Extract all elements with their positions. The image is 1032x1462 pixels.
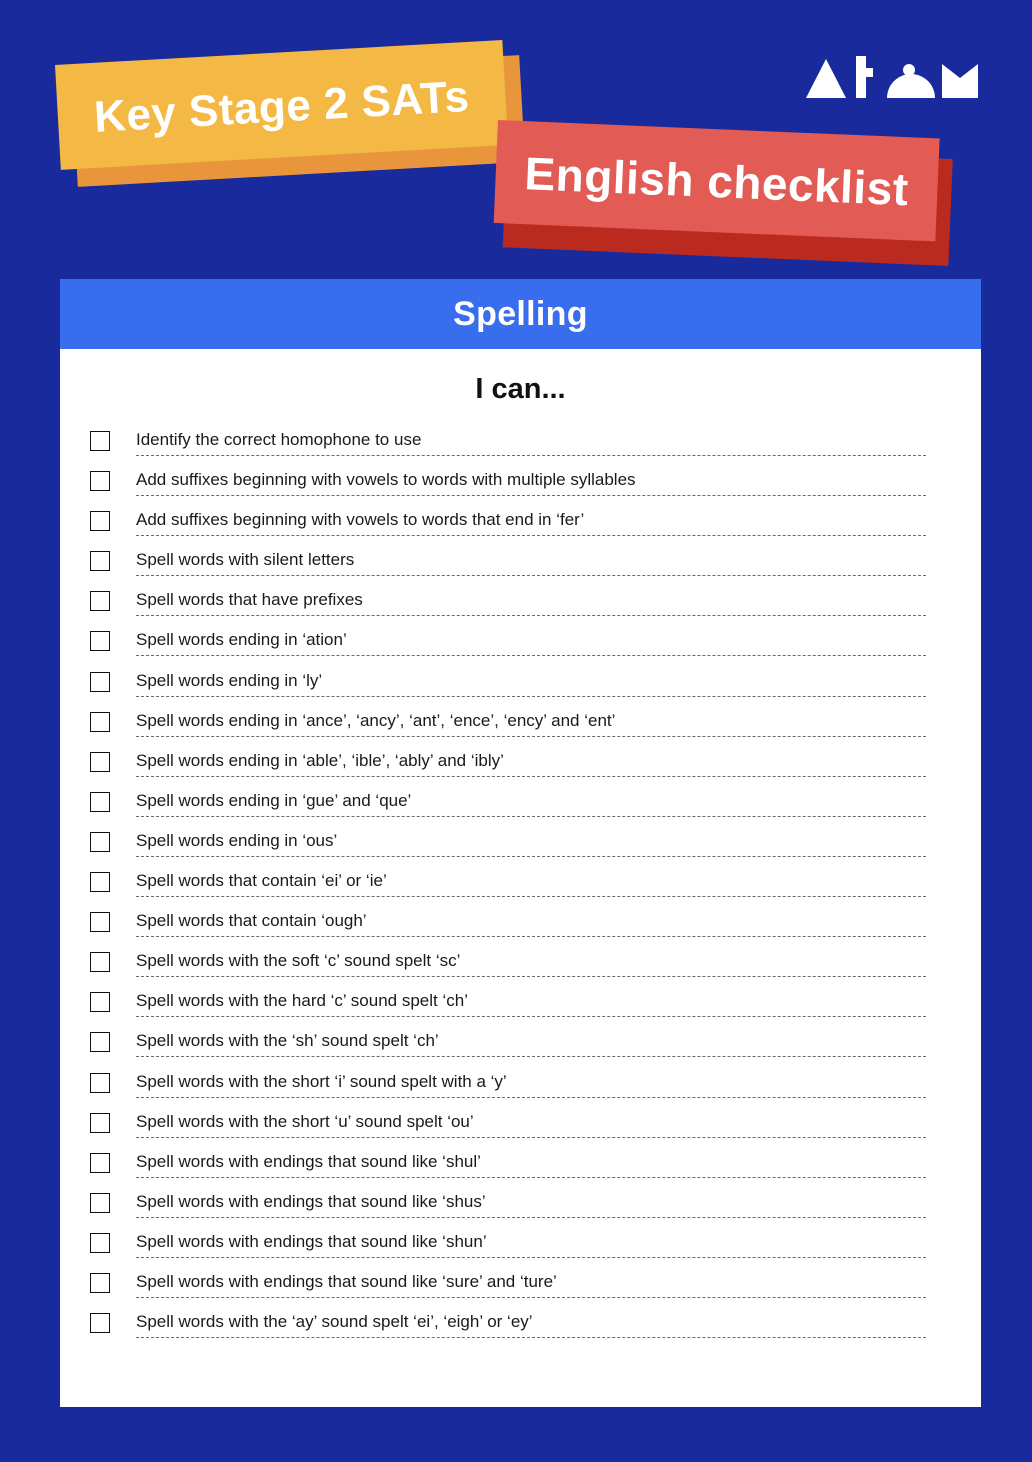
dashed-divider (136, 976, 926, 977)
section-subtitle: I can... (475, 373, 566, 405)
dashed-divider (136, 615, 926, 616)
checklist-item (60, 581, 981, 621)
dashed-divider (136, 495, 926, 496)
checklist-item-label: Spell words ending in ‘ous’ (136, 830, 338, 850)
dashed-divider (136, 1137, 926, 1138)
checklist-item (60, 1263, 981, 1303)
dashed-divider (136, 776, 926, 777)
checkbox[interactable] (90, 1233, 110, 1253)
dashed-divider (136, 535, 926, 536)
checkbox[interactable] (90, 1273, 110, 1293)
kicker-banner (55, 39, 532, 205)
checklist-item-label: Add suffixes beginning with vowels to words with multiple syllables (136, 470, 636, 490)
dashed-divider (136, 1217, 926, 1218)
atom-logo (806, 56, 978, 100)
checklist-item (60, 461, 981, 501)
checkbox[interactable] (90, 912, 110, 932)
checklist-item (60, 621, 981, 661)
dashed-divider (136, 896, 926, 897)
checklist-item (60, 1223, 981, 1263)
dashed-divider (136, 1177, 926, 1178)
checklist-item (60, 1183, 981, 1223)
checkbox[interactable] (90, 631, 110, 651)
checklist-item (60, 501, 981, 541)
checklist-item-label: Spell words ending in ‘ation’ (136, 630, 347, 650)
checklist-item-label: Spell words with the soft ‘c’ sound spelt ‘sc’ (136, 951, 461, 971)
dashed-divider (136, 1056, 926, 1057)
dashed-divider (136, 816, 926, 817)
checklist-item-label: Spell words with endings that sound like ‘shul’ (136, 1151, 481, 1171)
checkbox[interactable] (90, 672, 110, 692)
page-title: English checklist (523, 146, 910, 215)
checkbox[interactable] (90, 992, 110, 1012)
checklist-item-label: Spell words ending in ‘ance’, ‘ancy’, ‘ant’, ‘ence’, ‘ency’ and ‘ent’ (136, 710, 616, 730)
checkbox[interactable] (90, 872, 110, 892)
checkbox[interactable] (90, 952, 110, 972)
dashed-divider (136, 1297, 926, 1298)
checklist-item-label: Spell words with the hard ‘c’ sound spelt ‘ch’ (136, 991, 468, 1011)
checkbox[interactable] (90, 832, 110, 852)
checklist-item (60, 782, 981, 822)
checklist-item (60, 862, 981, 902)
checklist-item (60, 541, 981, 581)
title-banner-face (494, 120, 940, 241)
checkbox[interactable] (90, 1032, 110, 1052)
checklist-item-label: Spell words with the ‘sh’ sound spelt ‘ch’ (136, 1031, 439, 1051)
checkbox[interactable] (90, 1313, 110, 1333)
checklist-item-label: Spell words with silent letters (136, 550, 355, 570)
checklist-item-label: Identify the correct homophone to use (136, 430, 422, 449)
checklist-item-label: Spell words with the short ‘u’ sound spelt ‘ou’ (136, 1111, 474, 1131)
checklist-item (60, 1303, 981, 1343)
checklist-item-label: Spell words with the ‘ay’ sound spelt ‘ei’, ‘eigh’ or ‘ey’ (136, 1312, 533, 1332)
checklist-item (60, 1022, 981, 1062)
checklist-item-label: Spell words that contain ‘ough’ (136, 911, 367, 931)
checklist-item-label: Spell words with endings that sound like ‘shus’ (136, 1191, 486, 1211)
dashed-divider (136, 575, 926, 576)
checklist-item-label: Spell words with endings that sound like ‘sure’ and ‘ture’ (136, 1271, 557, 1291)
dashed-divider (136, 1257, 926, 1258)
checkbox[interactable] (90, 1073, 110, 1093)
checklist-item-label: Spell words that contain ‘ei’ or ‘ie’ (136, 871, 387, 891)
section-title: Spelling (453, 294, 588, 333)
checklist-item (60, 702, 981, 742)
checkbox[interactable] (90, 1113, 110, 1133)
checklist-item (60, 822, 981, 862)
dashed-divider (136, 856, 926, 857)
checkbox[interactable] (90, 591, 110, 611)
dashed-divider (136, 936, 926, 937)
dashed-divider (136, 655, 926, 656)
atom-logo-icon (806, 56, 978, 100)
checklist-item-label: Spell words with endings that sound like ‘shun’ (136, 1231, 487, 1251)
checkbox[interactable] (90, 551, 110, 571)
checkbox[interactable] (90, 1153, 110, 1173)
checklist-item-label: Spell words with the short ‘i’ sound spelt with a ‘y’ (136, 1071, 507, 1091)
kicker-text: Key Stage 2 SATs (92, 71, 471, 142)
title-banner (492, 120, 958, 289)
checklist-item-label: Spell words ending in ‘ly’ (136, 670, 323, 690)
checklist-item (60, 421, 981, 461)
checklist-item (60, 902, 981, 942)
checklist-panel (60, 279, 981, 1407)
dashed-divider (136, 1016, 926, 1017)
checklist-item (60, 1143, 981, 1183)
dashed-divider (136, 696, 926, 697)
checklist-item (60, 742, 981, 782)
checkbox[interactable] (90, 511, 110, 531)
checklist-item-label: Spell words that have prefixes (136, 590, 363, 610)
checkbox[interactable] (90, 431, 110, 451)
section-header (60, 279, 981, 349)
checklist-item-label: Spell words ending in ‘able’, ‘ible’, ‘ably’ and ‘ibly’ (136, 750, 504, 770)
checklist-item (60, 1103, 981, 1143)
checkbox[interactable] (90, 1193, 110, 1213)
checkbox[interactable] (90, 712, 110, 732)
checklist-item (60, 982, 981, 1022)
dashed-divider (136, 736, 926, 737)
checkbox[interactable] (90, 752, 110, 772)
checklist-item (60, 662, 981, 702)
checkbox[interactable] (90, 792, 110, 812)
checklist-item-label: Spell words ending in ‘gue’ and ‘que’ (136, 790, 412, 810)
checklist-item (60, 942, 981, 982)
checklist-item (60, 1063, 981, 1103)
checklist-item-label: Add suffixes beginning with vowels to words that end in ‘fer’ (136, 510, 585, 530)
checklist (60, 421, 981, 1343)
dashed-divider (136, 1337, 926, 1338)
dashed-divider (136, 1097, 926, 1098)
checkbox[interactable] (90, 471, 110, 491)
dashed-divider (136, 455, 926, 456)
